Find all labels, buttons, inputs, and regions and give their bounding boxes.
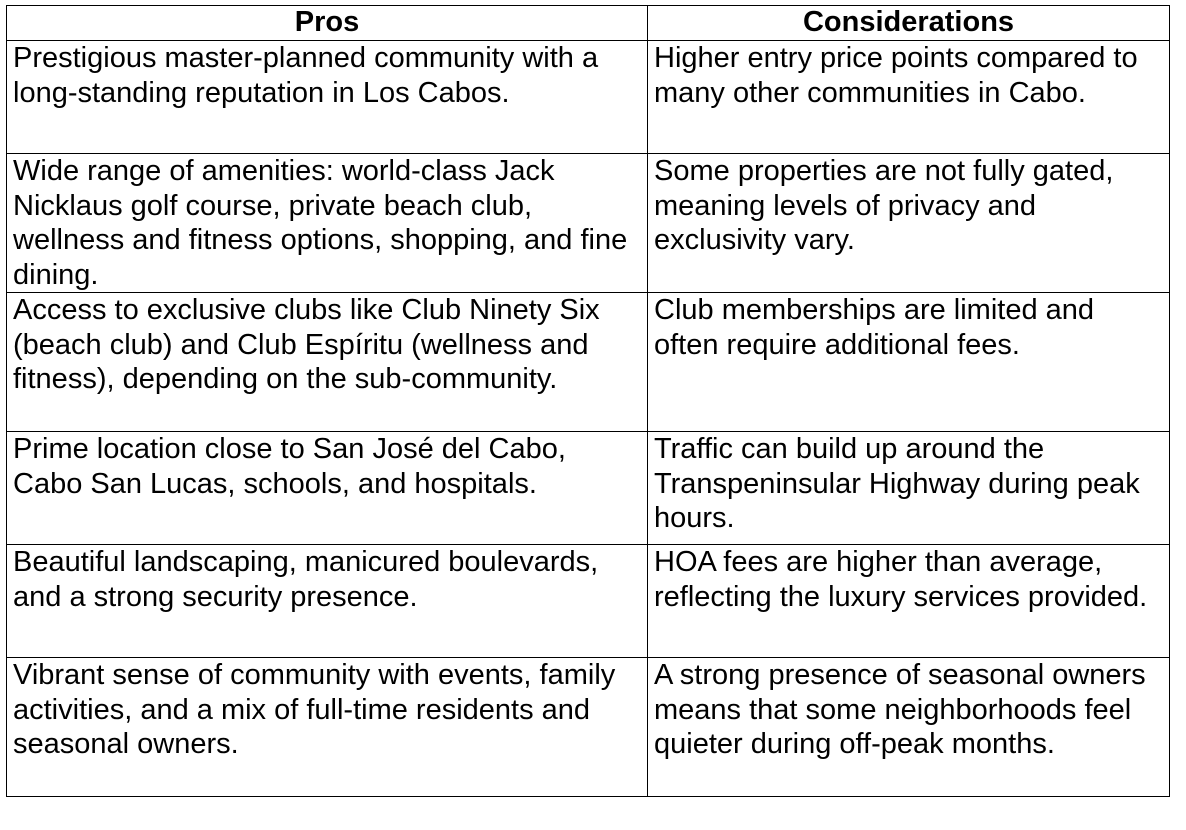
pros-cell: Access to exclusive clubs like Club Ninety Six (beach club) and Club Espíritu (wellness and fitness), depending on the sub-community.	[7, 293, 648, 432]
pros-cell: Prestigious master-planned community with a long-standing reputation in Los Cabos.	[7, 41, 648, 154]
table-header	[7, 6, 1170, 41]
pros-cell: Vibrant sense of community with events, family activities, and a mix of full-time residents and seasonal owners.	[7, 658, 648, 797]
considerations-cell: HOA fees are higher than average, reflecting the luxury services provided.	[648, 545, 1170, 658]
header-row	[7, 6, 1170, 41]
pros-cell: Prime location close to San José del Cabo, Cabo San Lucas, schools, and hospitals.	[7, 432, 648, 545]
table-row	[7, 41, 1170, 154]
considerations-cell: A strong presence of seasonal owners means that some neighborhoods feel quieter during off-peak months.	[648, 658, 1170, 797]
pros-cell: Wide range of amenities: world-class Jack Nicklaus golf course, private beach club, wellness and fitness options, shopping, and fine dining.	[7, 154, 648, 293]
header-pros: Pros	[7, 6, 648, 41]
table-row	[7, 545, 1170, 658]
pros-cell: Beautiful landscaping, manicured boulevards, and a strong security presence.	[7, 545, 648, 658]
pros-considerations-table	[6, 5, 1170, 797]
table-row	[7, 293, 1170, 432]
considerations-cell: Some properties are not fully gated, meaning levels of privacy and exclusivity vary.	[648, 154, 1170, 293]
considerations-cell: Traffic can build up around the Transpeninsular Highway during peak hours.	[648, 432, 1170, 545]
table-row	[7, 658, 1170, 797]
considerations-cell: Higher entry price points compared to many other communities in Cabo.	[648, 41, 1170, 154]
table-row	[7, 432, 1170, 545]
table-row	[7, 154, 1170, 293]
table-body	[7, 41, 1170, 797]
considerations-cell: Club memberships are limited and often require additional fees.	[648, 293, 1170, 432]
header-considerations: Considerations	[648, 6, 1170, 41]
